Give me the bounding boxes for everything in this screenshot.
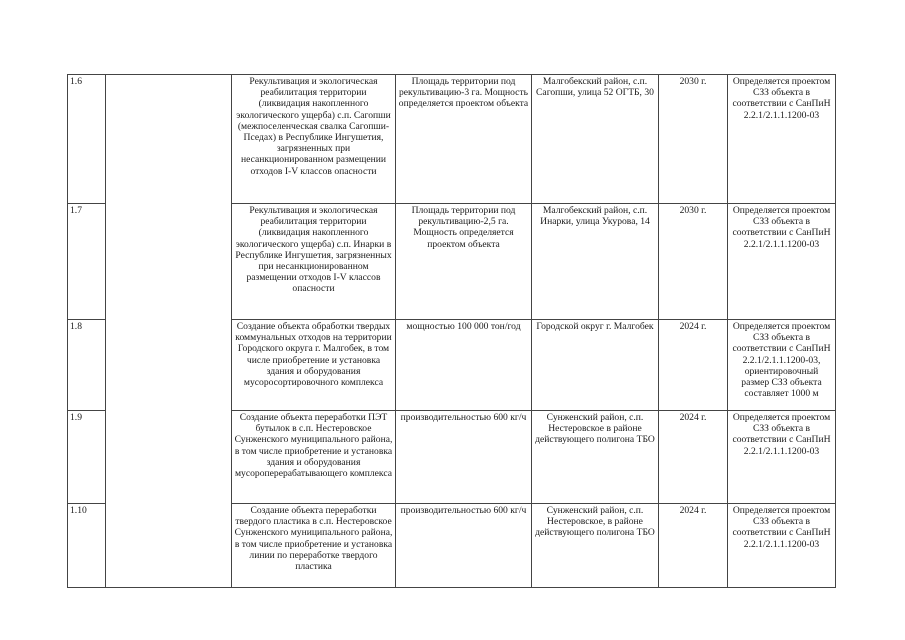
object-capacity: Площадь территории под рекультивацию-3 га. Мощность определяется проектом объекта	[396, 75, 532, 204]
object-name: Создание объекта переработки твердого пластика в с.п. Нестеровское Сунженского муниципального района, в том числе приобретение и установка линии по переработке твердого пластика	[232, 504, 396, 588]
objects-table	[67, 74, 836, 588]
object-location: Малгобекский район, с.п. Инарки, улица Укурова, 14	[532, 204, 659, 320]
object-name: Рекультивация и экологическая реабилитация территории (ликвидация накопленного экологического ущерба) с.п. Сагопши (межпоселенческая свалка Сагопши-Пседах) в Республике Ингушетия, загрязненных при несанкционированном размещении отходов I-V классов опасности	[232, 75, 396, 204]
object-capacity: Площадь территории под рекультивацию-2,5 га. Мощность определяется проектом объекта	[396, 204, 532, 320]
object-zone: Определяется проектом СЗЗ объекта в соответствии с СанПиН 2.2.1/2.1.1.1200-03	[728, 411, 836, 504]
object-year: 2024 г.	[659, 411, 728, 504]
object-name: Создание объекта переработки ПЭТ бутылок в с.п. Нестеровское Сунженского муниципального района, в том числе приобретение и установка здания и оборудования мусороперерабатывающего комплекса	[232, 411, 396, 504]
object-zone: Определяется проектом СЗЗ объекта в соответствии с СанПиН 2.2.1/2.1.1.1200-03	[728, 75, 836, 204]
table-row	[68, 75, 836, 204]
object-name: Рекультивация и экологическая реабилитация территории (ликвидация накопленного экологического ущерба) с.п. Инарки в Республике Ингушетия, загрязненных при несанкционированном размещении отходов I-V классов опасности	[232, 204, 396, 320]
object-location: Городской округ г. Малгобек	[532, 320, 659, 411]
object-zone: Определяется проектом СЗЗ объекта в соответствии с СанПиН 2.2.1/2.1.1.1200-03, ориентировочный размер СЗЗ объекта составляет 1000 м	[728, 320, 836, 411]
object-capacity: производительностью 600 кг/ч	[396, 411, 532, 504]
object-location: Сунженский район, с.п. Нестеровское, в районе действующего полигона ТБО	[532, 504, 659, 588]
object-year: 2030 г.	[659, 75, 728, 204]
row-number: 1.8	[68, 320, 106, 411]
row-number: 1.9	[68, 411, 106, 504]
object-location: Сунженский район, с.п. Нестеровское в районе действующего полигона ТБО	[532, 411, 659, 504]
object-zone: Определяется проектом СЗЗ объекта в соответствии с СанПиН 2.2.1/2.1.1.1200-03	[728, 504, 836, 588]
object-capacity: производительностью 600 кг/ч	[396, 504, 532, 588]
empty-cell	[106, 75, 232, 588]
object-year: 2024 г.	[659, 320, 728, 411]
object-capacity: мощностью 100 000 тон/год	[396, 320, 532, 411]
object-zone: Определяется проектом СЗЗ объекта в соответствии с СанПиН 2.2.1/2.1.1.1200-03	[728, 204, 836, 320]
object-year: 2024 г.	[659, 504, 728, 588]
object-name: Создание объекта обработки твердых коммунальных отходов на территории Городского округа г. Малгобек, в том числе приобретение и установка здания и оборудования мусоросортировочного комплекса	[232, 320, 396, 411]
object-year: 2030 г.	[659, 204, 728, 320]
row-number: 1.6	[68, 75, 106, 204]
object-location: Малгобекский район, с.п. Сагопши, улица 52 ОГТБ, 30	[532, 75, 659, 204]
row-number: 1.10	[68, 504, 106, 588]
row-number: 1.7	[68, 204, 106, 320]
